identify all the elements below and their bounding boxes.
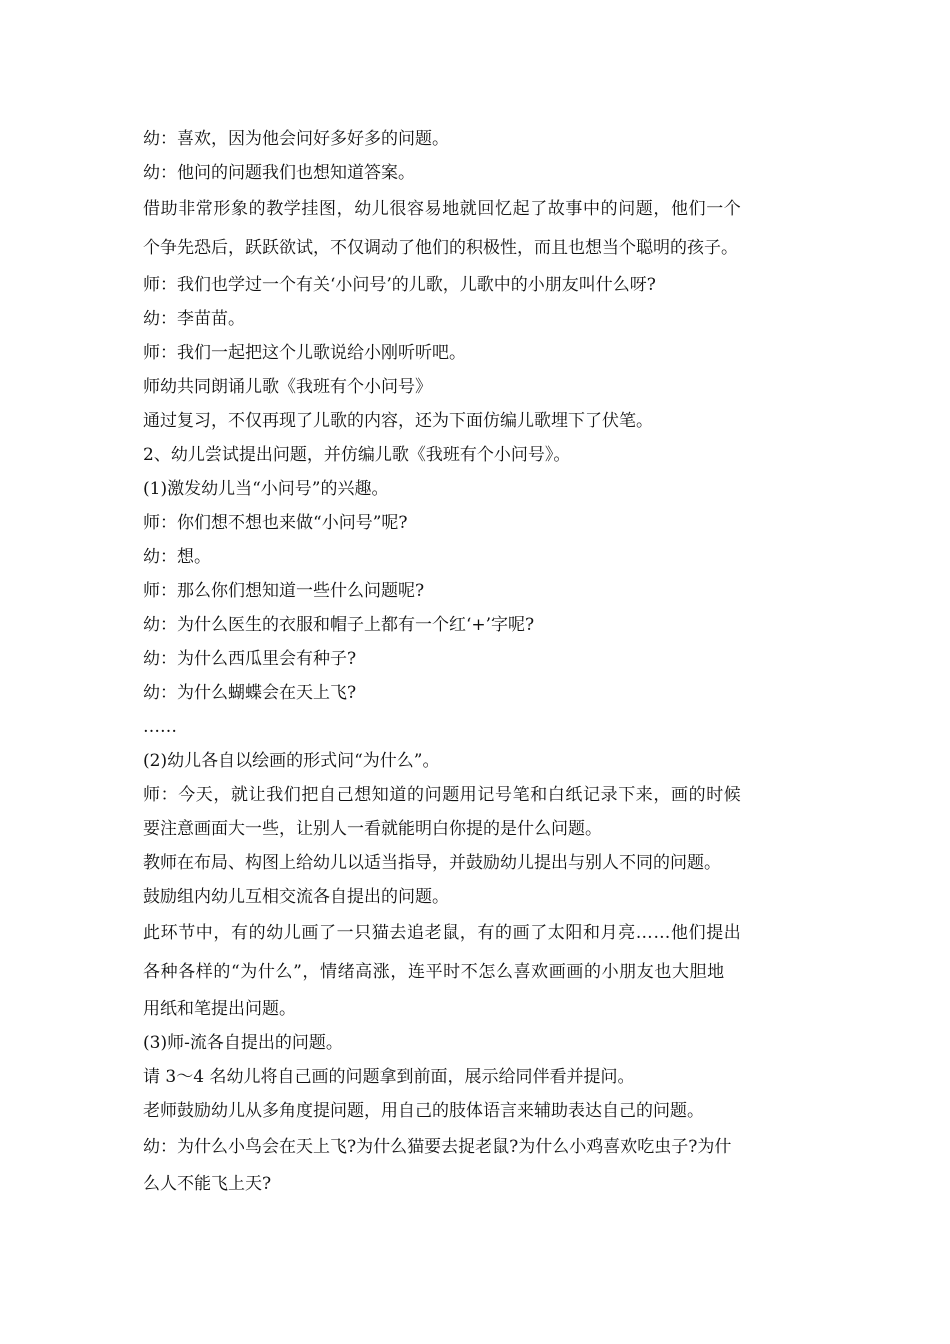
text-line: 师：那么你们想知道一些什么问题呢?	[143, 581, 425, 601]
text-line: ……	[143, 717, 177, 737]
text-line: 么人不能飞上天?	[143, 1174, 272, 1194]
text-line: 师幼共同朗诵儿歌《我班有个小问号》	[143, 377, 432, 397]
text-line: 师：今天，就让我们把自己想知道的问题用记号笔和白纸记录下来，画的时候	[143, 785, 742, 805]
document-body	[143, 122, 813, 1201]
text-line: (3)师-流各自提出的问题。	[143, 1033, 343, 1053]
text-line: 幼：李苗苗。	[143, 309, 245, 329]
text-line: 此环节中，有的幼儿画了一只猫去追老鼠，有的画了太阳和月亮……他们提出	[143, 923, 742, 943]
text-line: 通过复习，不仅再现了儿歌的内容，还为下面仿编儿歌埋下了伏笔。	[143, 411, 653, 431]
text-line: (1)激发幼儿当“小问号”的兴趣。	[143, 479, 389, 499]
text-line: 师：你们想不想也来做“小问号”呢?	[143, 513, 408, 533]
text-line: 个争先恐后，跃跃欲试，不仅调动了他们的积极性，而且也想当个聪明的孩子。	[143, 238, 738, 258]
text-line: 各种各样的“为什么”，情绪高涨，连平时不怎么喜欢画画的小朋友也大胆地	[143, 962, 725, 982]
text-line: 教师在布局、构图上给幼儿以适当指导，并鼓励幼儿提出与别人不同的问题。	[143, 853, 721, 873]
text-line: 幼：为什么西瓜里会有种子?	[143, 649, 357, 669]
text-line: (2)幼儿各自以绘画的形式问“为什么”。	[143, 751, 440, 771]
text-line: 老师鼓励幼儿从多角度提问题，用自己的肢体语言来辅助表达自己的问题。	[143, 1101, 704, 1121]
text-line: 借助非常形象的教学挂图，幼儿很容易地就回忆起了故事中的问题，他们一个	[143, 199, 742, 219]
text-line: 要注意画面大一些，让别人一看就能明白你提的是什么问题。	[143, 819, 602, 839]
text-line: 幼：喜欢，因为他会问好多好多的问题。	[143, 129, 449, 149]
text-line: 用纸和笔提出问题。	[143, 999, 296, 1019]
text-line: 幼：为什么医生的衣服和帽子上都有一个红‘+’字呢?	[143, 615, 535, 635]
text-line: 请 3～4 名幼儿将自己画的问题拿到前面，展示给同伴看并提问。	[143, 1067, 635, 1087]
text-line: 师：我们一起把这个儿歌说给小刚听听吧。	[143, 343, 466, 363]
text-line: 幼：他问的问题我们也想知道答案。	[143, 163, 415, 183]
text-line: 幼：为什么小鸟会在天上飞?为什么猫要去捉老鼠?为什么小鸡喜欢吃虫子?为什	[143, 1137, 732, 1157]
text-line: 师：我们也学过一个有关‘小问号’的儿歌，儿歌中的小朋友叫什么呀?	[143, 275, 656, 295]
text-line: 鼓励组内幼儿互相交流各自提出的问题。	[143, 887, 449, 907]
text-line: 2、幼儿尝试提出问题，并仿编儿歌《我班有个小问号》。	[143, 445, 571, 465]
text-line: 幼：为什么蝴蝶会在天上飞?	[143, 683, 357, 703]
text-line: 幼：想。	[143, 547, 211, 567]
